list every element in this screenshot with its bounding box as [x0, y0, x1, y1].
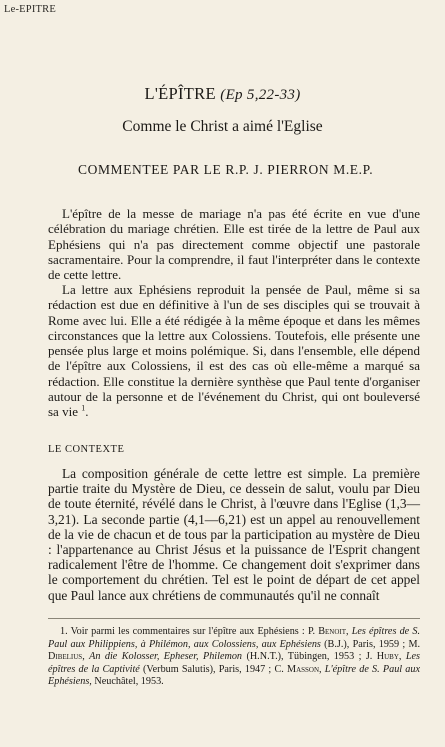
footnote-author: P. Benoit,	[307, 626, 349, 637]
footnote-work-title: Les épîtres de S. Paul aux Philippiens, à Philémon, aux Colossiens, aux Ephésiens	[48, 626, 421, 650]
section-paragraph: La composition générale de cette lettre est simple. La première partie traite du Mystère de Dieu, ce dessein de salut, voulu par Dieu de toute éternité, révélé dans le Christ, à l'œuvre dans l'Eglise (1,3—3,21). La seconde partie (4,1—6,21) est un appel au renouvellement de la vie de chacun et de tous par la participation au mystère de Dieu : l'appartenance au Christ Jésus et la puissance de l'Esprit changent radicalement l'être de l'homme. Ce changement doit s'exprimer dans le comportement du chrétien. Tel est le point de départ de cet appel que Paul lance aux chrétiens de communautés qu'il ne connaît	[48, 466, 420, 603]
footnote-publication: (Verbum Salutis), Paris, 1947 ;	[143, 663, 272, 675]
footnote-divider	[48, 618, 420, 619]
section-heading: LE CONTEXTE	[48, 444, 125, 455]
footnote-number: 1.	[60, 626, 68, 637]
body-paragraph-1: L'épître de la messe de mariage n'a pas été écrite en vue d'une célébration du mariage chrétien. Elle est tirée de la lettre de Paul aux Ephésiens qui n'a pas directement comme objectif une pastorale sacramentaire. Pour la comprendre, il faut l'interpréter dans le contexte de cette lettre.	[48, 206, 420, 283]
page-title	[0, 84, 445, 104]
footnote-author: J. Huby,	[365, 651, 402, 663]
footnote-work-title: L'épître de S. Paul aux Ephésiens,	[48, 663, 421, 688]
footnote-work-title: An die Kolosser, Epheser, Philemon	[89, 651, 243, 663]
footnote	[48, 626, 420, 689]
footnote-publication: (B.J.), Paris, 1959 ;	[324, 638, 406, 650]
body-paragraph-2: La lettre aux Ephésiens reproduit la pensée de Paul, même si sa rédaction est due en définitive à l'un de ses disciples qui se trouvait à Rome avec lui. Elle a été rédigée à la même époque et dans les mêmes circonstances que la lettre aux Colossiens. Toutefois, elle présente une pensée plus large et moins polémique. Si, dans l'ensemble, elle dépend de l'épître aux Colossiens, il est des cas où elle-même a marqué sa rédaction. Elle constitue la dernière synthèse que Paul tente d'organiser autour de la personne et de l'événement du Christ, qui ont bouleversé sa vie $^1$.	[48, 282, 420, 420]
scripture-reference: (Ep 5,22-33)	[220, 87, 301, 103]
author-line: COMMENTEE PAR LE R.P. J. PIERRON M.E.P.	[78, 162, 374, 177]
footnote-publication: Neuchâtel, 1953.	[94, 676, 164, 688]
body-paragraph-2-text: La lettre aux Ephésiens reproduit la pensée de Paul, même si sa rédaction est due en définitive à l'un de ses disciples qui se trouvait à Rome avec lui. Elle a été rédigée à la même époque et dans les mêmes circonstances que la lettre aux Colossiens. Toutefois, elle présente une pensée plus large et moins polémique. Si, dans l'ensemble, elle dépend de l'épître aux Colossiens, il est des cas où elle-même a marqué sa rédaction. Elle constitue la dernière synthèse que Paul tente d'organiser autour de la personne et de l'événement du Christ, qui ont bouleversé sa vie	[48, 282, 420, 420]
footnote-publication: (H.N.T.), Tübingen, 1953 ;	[246, 651, 362, 663]
footnote-reference: 1	[81, 404, 86, 414]
footnote-author: M. Dibelius,	[48, 638, 421, 663]
subtitle: Comme le Christ a aimé l'Eglise	[122, 118, 323, 135]
footnote-intro: Voir parmi les commentaires sur l'épître aux Ephésiens :	[70, 626, 305, 637]
footnote-author: C. Masson,	[274, 663, 322, 675]
title-text: L'ÉPÎTRE	[144, 84, 216, 103]
footnote-work-title: Les épîtres de la Captivité	[48, 651, 420, 675]
running-head: Le-EPITRE	[4, 4, 56, 15]
